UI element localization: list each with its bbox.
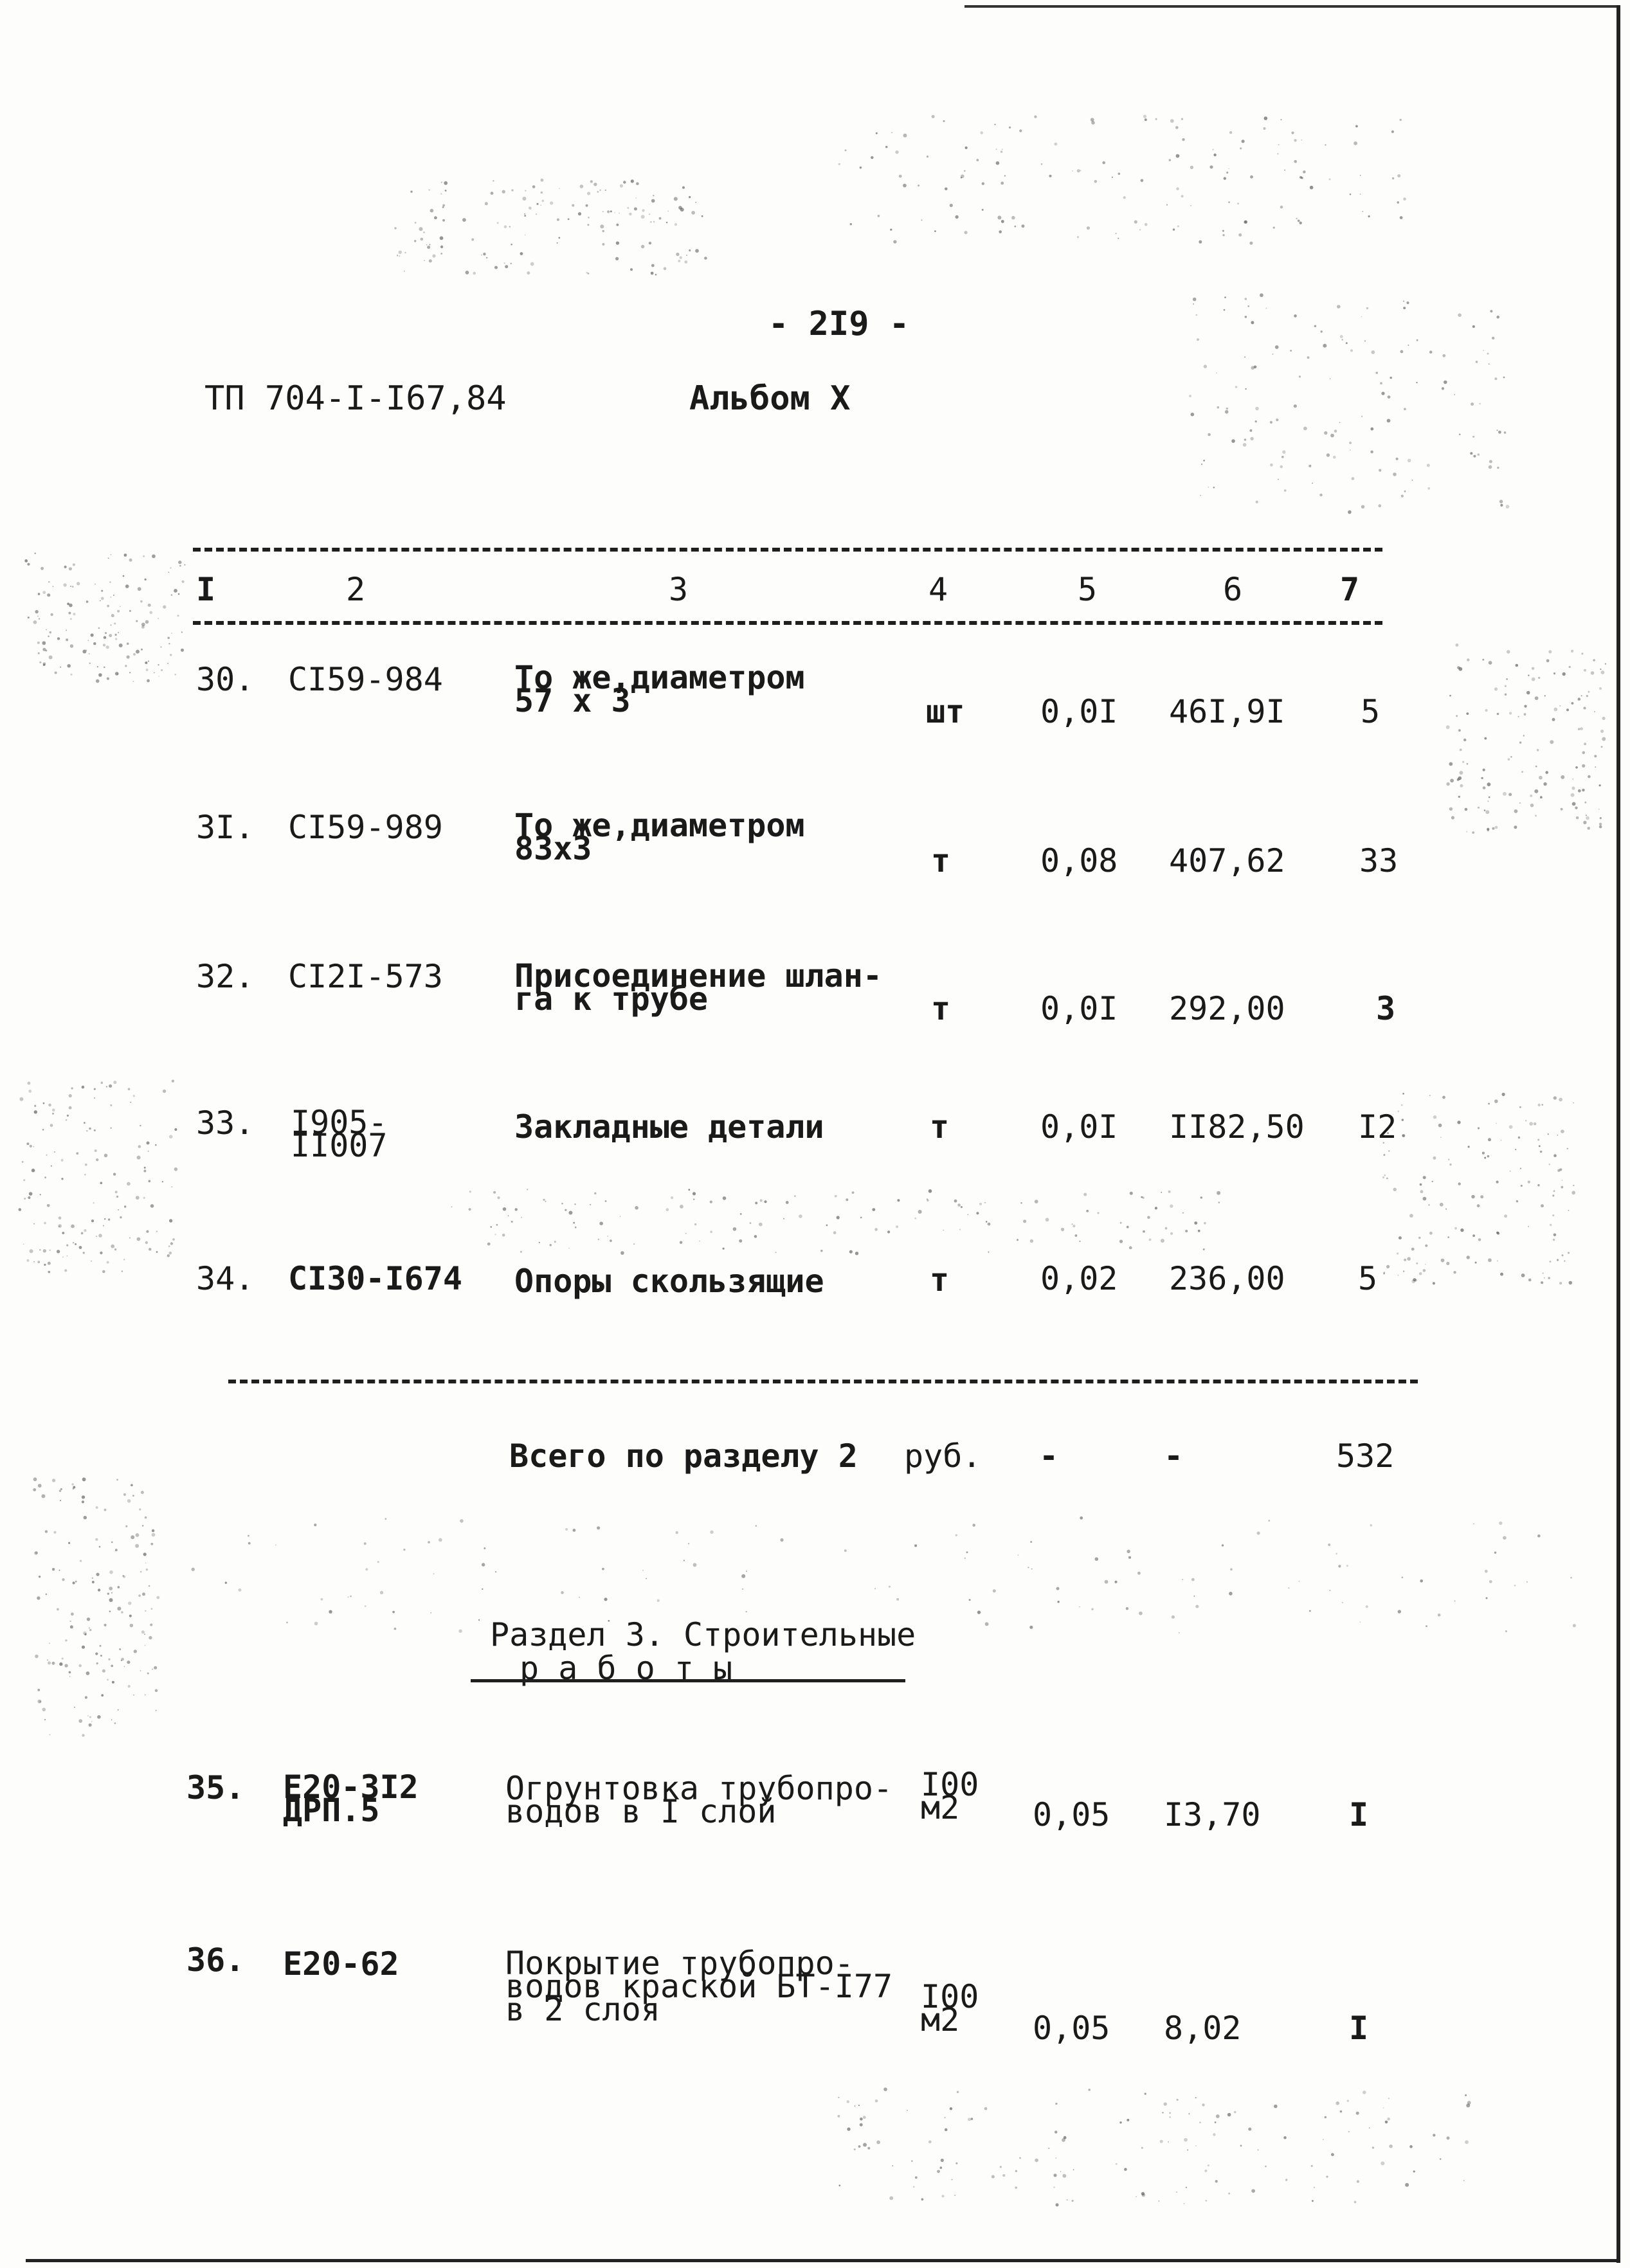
row-unit: I00 м2	[921, 1978, 979, 2039]
row-quantity: 0,05	[1033, 2010, 1110, 2047]
row-number: 30.	[196, 661, 255, 698]
subtotal-unit: руб.	[904, 1437, 982, 1475]
document-code: ТП 704-I-I67,84	[204, 379, 507, 418]
page-border-bottom	[26, 2259, 1620, 2262]
row-price: I3,70	[1164, 1796, 1261, 1833]
row-quantity: 0,02	[1040, 1260, 1118, 1297]
column-header-5: 5	[1078, 571, 1098, 608]
subtotal-quantity: -	[1039, 1437, 1059, 1475]
row-description: Огрунтовка трубопро- водов в I слой	[505, 1770, 893, 1830]
row-quantity: 0,08	[1040, 842, 1118, 879]
row-description: То же,диаметром 57 х 3	[514, 659, 805, 719]
row-price: 236,00	[1169, 1260, 1285, 1297]
row-quantity: 0,05	[1033, 1796, 1110, 1833]
row-description: Закладные детали	[514, 1108, 824, 1146]
row-unit: I00 м2	[921, 1766, 979, 1826]
row-quantity: 0,0I	[1040, 1108, 1118, 1146]
row-price: 407,62	[1169, 842, 1285, 879]
row-total: 5	[1361, 693, 1381, 730]
row-unit: т	[931, 990, 951, 1027]
subtotal-price: -	[1164, 1437, 1184, 1475]
subtotal-rule	[228, 1380, 1418, 1383]
row-description: Присоединение шлан- га к трубе	[514, 957, 882, 1018]
section-3-title: Раздел 3. Строительные	[490, 1616, 916, 1653]
row-code: I905- II007	[291, 1104, 388, 1164]
header-bottom-rule	[193, 621, 1382, 625]
row-price: 292,00	[1169, 990, 1285, 1027]
header-top-rule	[193, 548, 1382, 552]
column-header-3: 3	[669, 571, 689, 608]
subtotal-total: 532	[1336, 1437, 1395, 1475]
column-header-4: 4	[928, 571, 948, 608]
row-quantity: 0,0I	[1040, 693, 1118, 730]
row-unit: т	[930, 1108, 950, 1146]
row-unit: т	[931, 842, 951, 879]
row-code: CI59-989	[288, 809, 443, 846]
row-price: II82,50	[1169, 1108, 1305, 1146]
row-code: Е20-3I2 ДРП.5	[283, 1769, 419, 1829]
row-number: 33.	[196, 1104, 255, 1142]
column-header-1: I	[196, 571, 216, 608]
row-total: I	[1349, 2010, 1369, 2047]
row-total: 5	[1358, 1260, 1378, 1297]
row-unit: шт	[926, 693, 965, 730]
page-border-right	[1616, 5, 1620, 2263]
page-number: - 2I9 -	[768, 305, 910, 343]
row-total: I	[1349, 1796, 1369, 1833]
row-number: 32.	[196, 958, 255, 995]
column-header-6: 6	[1223, 571, 1243, 608]
row-number: 34.	[196, 1260, 255, 1297]
row-quantity: 0,0I	[1040, 990, 1118, 1027]
row-price: 46I,9I	[1169, 693, 1285, 730]
section-3-underline	[471, 1679, 905, 1682]
row-number: 35.	[186, 1769, 245, 1806]
row-description: То же,диаметром 83х3	[514, 807, 805, 867]
row-total: I2	[1358, 1108, 1397, 1146]
row-code: CI59-984	[288, 661, 443, 698]
section-3-subtitle: р а б о т ы	[520, 1650, 733, 1687]
column-header-7: 7	[1340, 571, 1360, 608]
row-unit: т	[930, 1261, 950, 1299]
row-code: CI30-I674	[288, 1260, 462, 1297]
row-code: Е20-62	[283, 1945, 399, 1983]
row-description: Опоры скользящие	[514, 1263, 824, 1300]
row-total: 3	[1376, 990, 1396, 1027]
row-code: CI2I-573	[288, 958, 443, 995]
page-border-top	[964, 5, 1620, 8]
album-label: Альбом X	[689, 379, 851, 418]
row-number: 3I.	[196, 809, 255, 846]
row-total: 33	[1359, 842, 1399, 879]
row-description: Покрытие трубопро- водов краской БТ-I77 в 2 слоя	[505, 1945, 893, 2028]
column-header-2: 2	[346, 571, 366, 608]
row-price: 8,02	[1164, 2010, 1242, 2047]
row-number: 36.	[186, 1941, 245, 1979]
subtotal-label: Всего по разделу 2	[509, 1437, 858, 1475]
